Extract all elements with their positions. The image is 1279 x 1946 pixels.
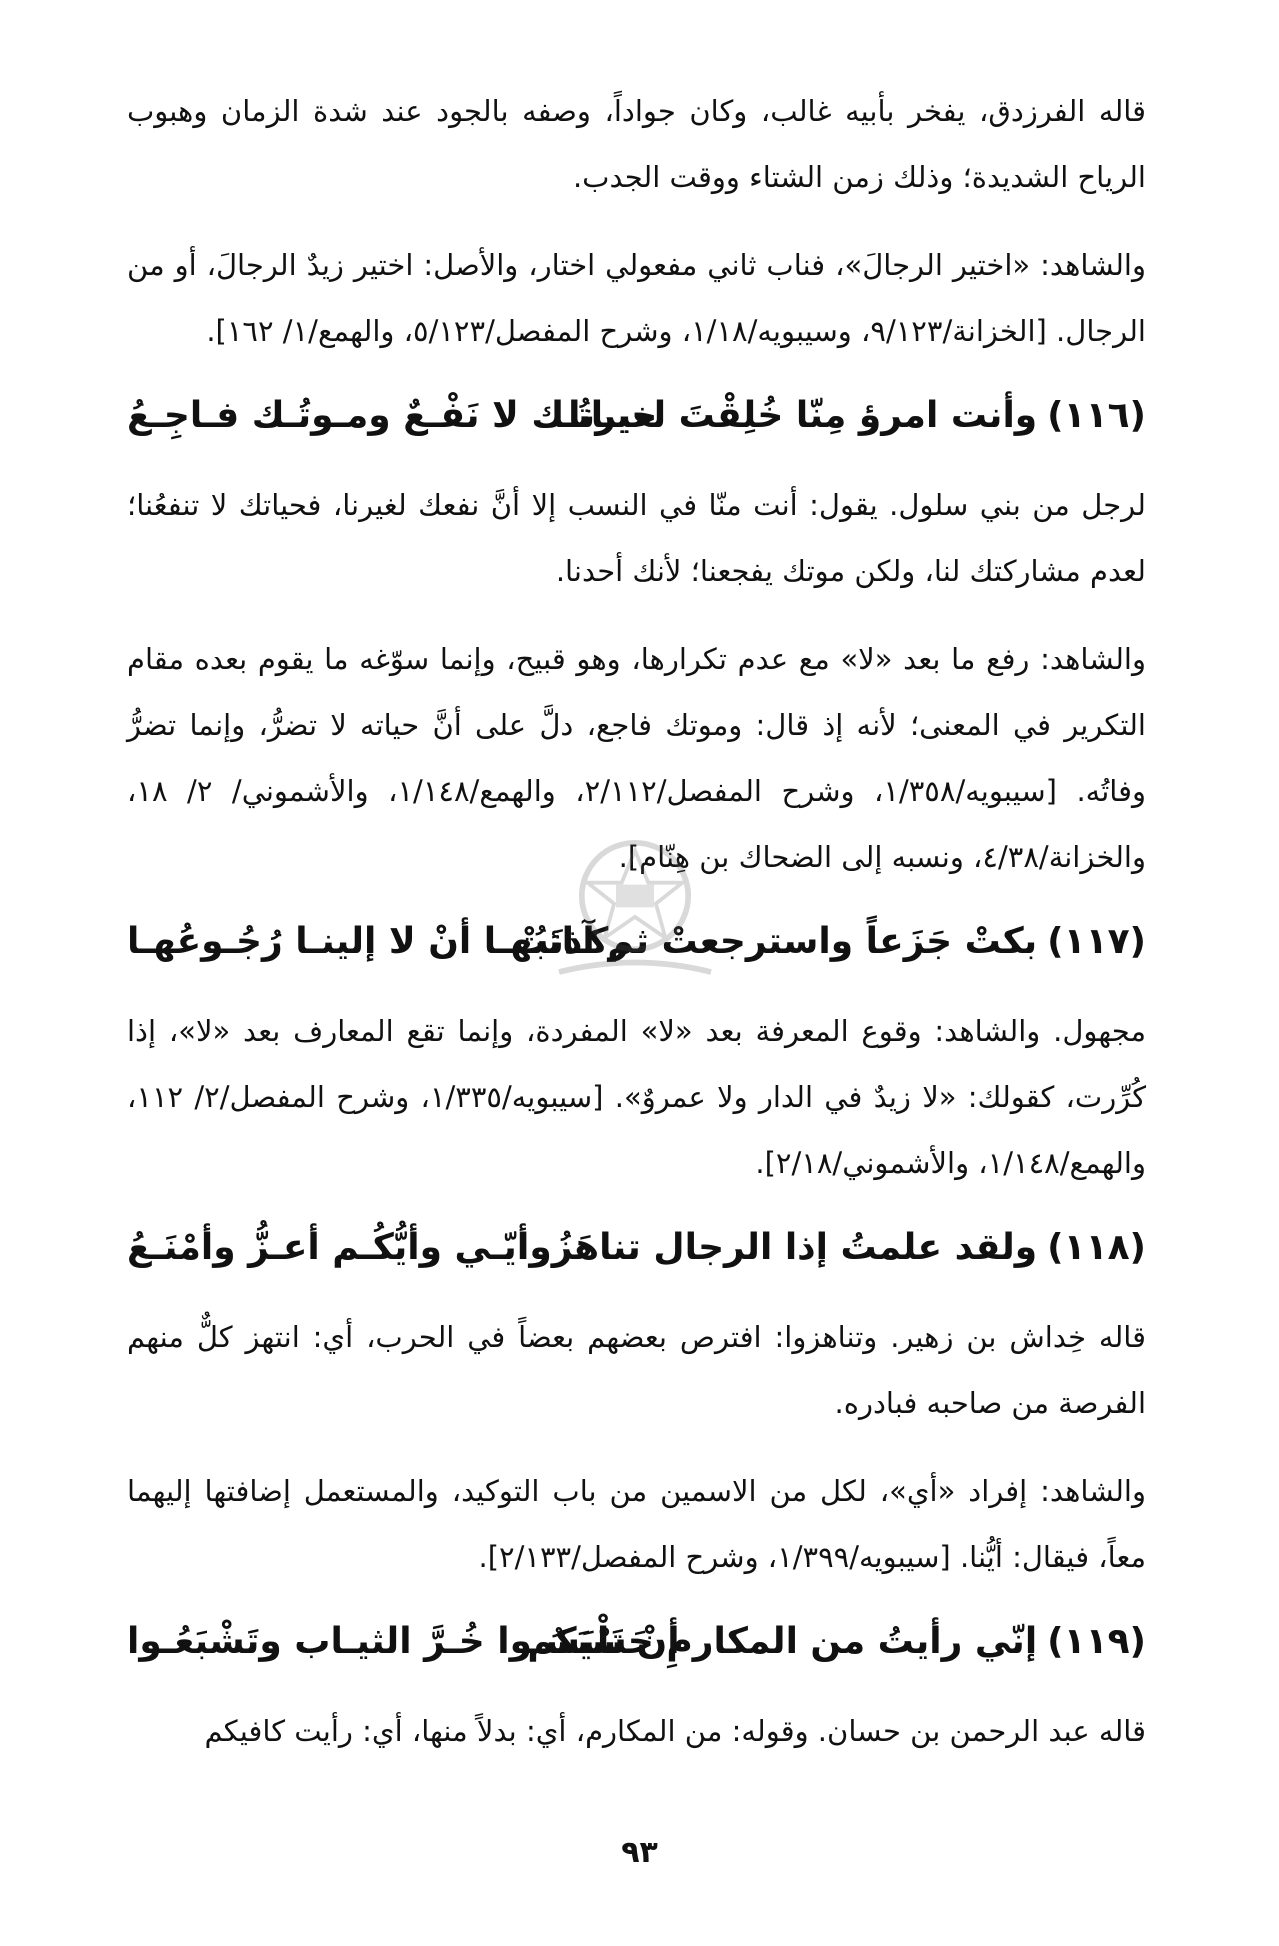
book-page bbox=[127, 78, 1146, 1786]
verse-first-hemistich: إنّي رأيتُ من المكارمِ حَسْبَكم bbox=[527, 1621, 1038, 1662]
verse-number: (١١٨) bbox=[1047, 1227, 1146, 1268]
commentary-paragraph: مجهول. والشاهد: وقوع المعرفة بعد «لا» المفردة، وإنما تقع المعارف بعد «لا»، إذا كُرِّرت، كقولك: «لا زيدٌ في الدار ولا عمروٌ». [سيبويه/١/٣٣٥، وشرح المفصل/٢/ ١١٢، والهمع/١/١٤٨، والأشموني/٢/١٨]. bbox=[127, 1014, 1147, 1180]
verse-second-hemistich: أيّـي وأيُّكُـم أعـزُّ وأمْنَـعُ bbox=[127, 1227, 530, 1268]
evidence-paragraph: والشاهد: «اختير الرجالَ»، فناب ثاني مفعولي اختار، والأصل: اختير زيدٌ الرجالَ، أو من الرجال. [الخزانة/٩/١٢٣، وسيبويه/١/١٨، وشرح المفصل/٥/١٢٣، والهمع/١/ ١٦٢]. bbox=[127, 248, 1146, 348]
page-number: ٩٣ bbox=[621, 1835, 658, 1870]
verse-number: (١١٧) bbox=[1047, 921, 1146, 962]
commentary-paragraph: لرجل من بني سلول. يقول: أنت منّا في النسب إلا أنَّ نفعك لغيرنا، فحياتك لا تنفعُنا؛ لعدم مشاركتك لنا، ولكن موتك يفجعنا؛ لأنك أحدنا. bbox=[127, 488, 1146, 588]
verse-first-hemistich: وأنت امرؤ مِنّا خُلِقْتَ لغيرنا bbox=[568, 395, 1038, 436]
commentary-paragraph: قاله خِداش بن زهير. وتناهزوا: افترص بعضهم بعضاً في الحرب، أي: انتهز كلٌّ منهم الفرصة من صاحبه فبادره. bbox=[127, 1320, 1146, 1420]
evidence-paragraph: والشاهد: رفع ما بعد «لا» مع عدم تكرارها، وهو قبيح، وإنما سوّغه ما يقوم بعده مقام التكرير في المعنى؛ لأنه إذ قال: وموتك فاجع، دلَّ على أنَّ حياته لا تضرُّ، وإنما تضرُّ وفاتُه. [سيبويه/١/٣٥٨، وشرح المفصل/٢/١١٢، والهمع/١/١٤٨، والأشموني/ ٢/ ١٨، والخزانة/٤/٣٨، ونسبه إلى الضحاك بن هِنّام]. bbox=[127, 642, 1146, 874]
verse-second-hemistich: ركـائبُهـا أنْ لا إلينـا رُجُـوعُهـا bbox=[127, 921, 630, 962]
evidence-paragraph: والشاهد: إفراد «أي»، لكل من الاسمين من باب التوكيد، والمستعمل إضافتها إليهما معاً، فيقال: أيُّنا. [سيبويه/١/٣٩٩، وشرح المفصل/٢/١٣٣]. bbox=[127, 1474, 1146, 1574]
verse-second-hemistich: حيـاتُـك لا نَفْـعٌ ومـوتُـك فـاجِـعُ bbox=[127, 395, 658, 436]
verse-first-hemistich: ولقد علمتُ إذا الرجال تناهَزُوا bbox=[517, 1227, 1038, 1268]
verse-117 bbox=[127, 912, 1146, 972]
verse-118 bbox=[127, 1218, 1146, 1278]
verse-first-hemistich: بكتْ جَزَعاً واسترجعتْ ثم آذنَتْ bbox=[512, 921, 1038, 962]
commentary-paragraph: قاله عبد الرحمن بن حسان. وقوله: من المكارم، أي: بدلاً منها، أي: رأيت كافيكم bbox=[204, 1714, 1146, 1748]
verse-number: (١١٦) bbox=[1047, 395, 1146, 436]
verse-second-hemistich: أنْ تَلْبَسُـوا خُـرَّ الثيـاب وتَشْبَعُـوا bbox=[127, 1621, 680, 1662]
verse-116 bbox=[127, 386, 1146, 446]
commentary-paragraph: قاله الفرزدق، يفخر بأبيه غالب، وكان جواداً، وصفه بالجود عند شدة الزمان وهبوب الرياح الشديدة؛ وذلك زمن الشتاء ووقت الجدب. bbox=[127, 94, 1146, 194]
verse-number: (١١٩) bbox=[1047, 1621, 1146, 1662]
verse-119 bbox=[127, 1612, 1146, 1672]
